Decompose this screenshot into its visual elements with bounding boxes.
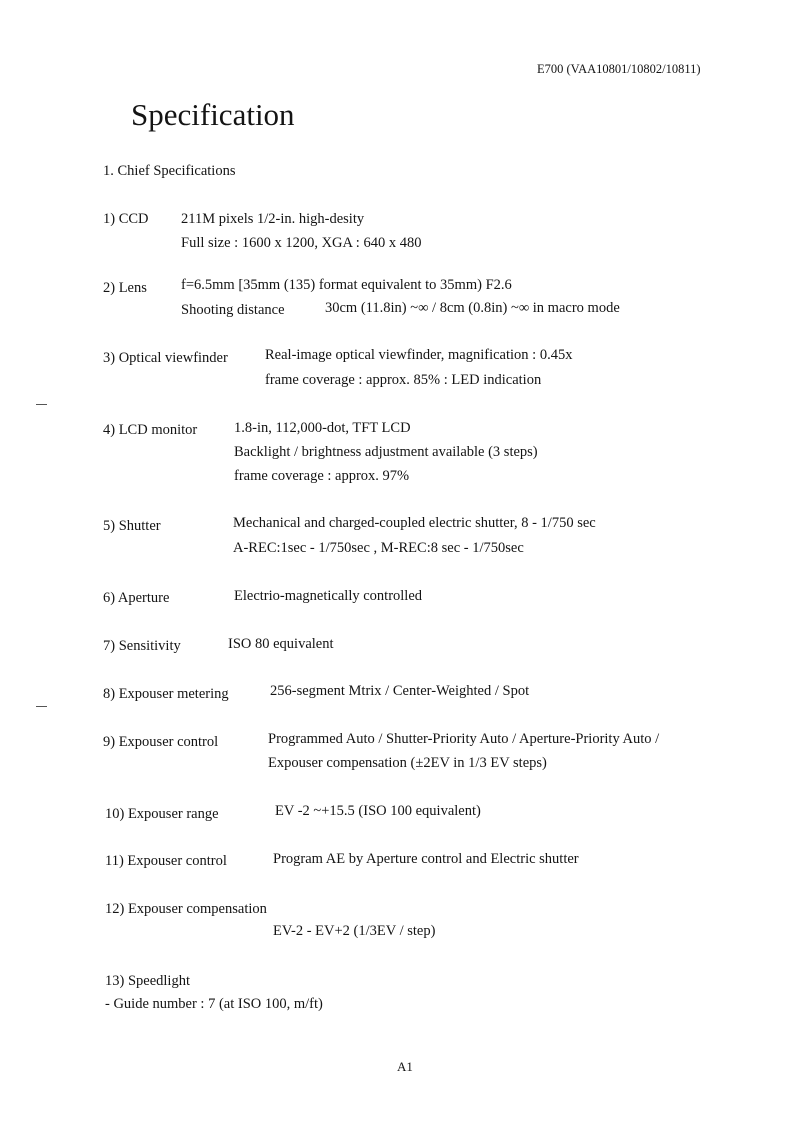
spec-value: Backlight / brightness adjustment available (3 steps) <box>234 444 538 460</box>
spec-label: 12) Expouser compensation <box>105 901 267 917</box>
spec-label: 2) Lens <box>103 280 147 296</box>
spec-value: Expouser compensation (±2EV in 1/3 EV steps) <box>268 755 547 771</box>
spec-label: 5) Shutter <box>103 518 161 534</box>
spec-value: 211M pixels 1/2-in. high-desity <box>181 211 365 227</box>
spec-sub-label: Shooting distance <box>181 302 285 318</box>
spec-value: frame coverage : approx. 97% <box>234 468 410 484</box>
spec-value: 30cm (11.8in) ~∞ / 8cm (0.8in) ~∞ in macro mode <box>325 300 620 316</box>
spec-label: 11) Expouser control <box>105 853 227 869</box>
spec-value: Full size : 1600 x 1200, XGA : 640 x 480 <box>181 235 422 251</box>
spec-label: 6) Aperture <box>103 590 170 606</box>
spec-value: Program AE by Aperture control and Electric shutter <box>273 851 579 867</box>
spec-value: Real-image optical viewfinder, magnification : 0.45x <box>265 347 573 363</box>
scan-mark <box>36 404 47 405</box>
spec-value: Programmed Auto / Shutter-Priority Auto / Aperture-Priority Auto / <box>268 731 660 747</box>
spec-label: 3) Optical viewfinder <box>103 350 228 366</box>
spec-value: A-REC:1sec - 1/750sec , M-REC:8 sec - 1/750sec <box>233 540 524 556</box>
document-code: E700 (VAA10801/10802/10811) <box>537 62 701 76</box>
spec-label: 10) Expouser range <box>105 806 219 822</box>
page-number: A1 <box>397 1059 413 1074</box>
spec-value: Mechanical and charged-coupled electric shutter, 8 - 1/750 sec <box>233 515 596 531</box>
scan-mark <box>36 706 47 707</box>
spec-value: frame coverage : approx. 85% : LED indication <box>265 372 542 388</box>
spec-value: ISO 80 equivalent <box>228 636 334 652</box>
spec-label: 8) Expouser metering <box>103 686 229 702</box>
spec-value: - Guide number : 7 (at ISO 100, m/ft) <box>105 996 323 1012</box>
spec-label: 9) Expouser control <box>103 734 219 750</box>
spec-value: Electrio-magnetically controlled <box>234 588 423 604</box>
section-heading: 1. Chief Specifications <box>103 163 236 179</box>
spec-value: EV -2 ~+15.5 (ISO 100 equivalent) <box>275 803 481 819</box>
page-title: Specification <box>131 97 295 132</box>
spec-value: 256-segment Mtrix / Center-Weighted / Spot <box>270 683 530 699</box>
spec-label: 7) Sensitivity <box>103 638 181 654</box>
spec-value: f=6.5mm [35mm (135) format equivalent to 35mm) F2.6 <box>181 277 512 293</box>
spec-value: EV-2 - EV+2 (1/3EV / step) <box>273 923 436 939</box>
spec-label: 13) Speedlight <box>105 973 190 989</box>
spec-value: 1.8-in, 112,000-dot, TFT LCD <box>234 420 411 436</box>
spec-label: 4) LCD monitor <box>103 422 198 438</box>
spec-label: 1) CCD <box>103 211 149 227</box>
